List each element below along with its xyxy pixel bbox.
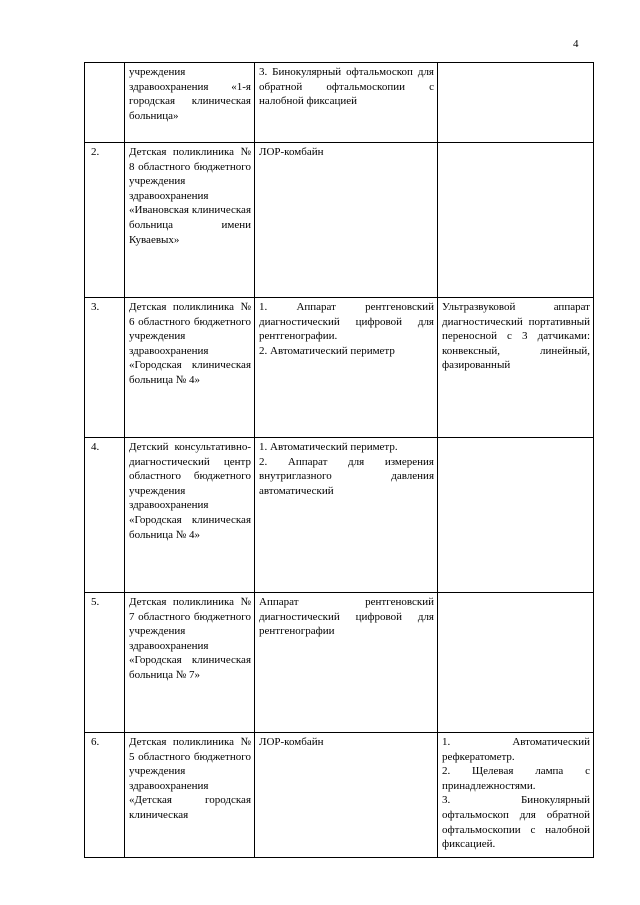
page-number: 4 xyxy=(573,38,579,50)
table-row xyxy=(85,143,594,298)
equipment-extra-cell xyxy=(438,63,594,143)
equipment-item: 2. Щелевая лампа с принадлежностями. xyxy=(442,765,590,792)
equipment-item: 2. Автоматический периметр xyxy=(259,344,395,357)
organization-cell: Детский консультативно-диагностический центр областного бюджетного учреждения здравоохранения «Городская клиническая больница № 4» xyxy=(125,438,255,593)
equipment-cell xyxy=(255,438,438,593)
equipment-item: 1. Автоматический рефкератометр. xyxy=(442,736,590,763)
row-number: 6. xyxy=(85,733,125,858)
table-row xyxy=(85,593,594,733)
table-row xyxy=(85,63,594,143)
organization-cell: Детская поликлиника № 5 областного бюджетного учреждения здравоохранения «Детская городская клиническая xyxy=(125,733,255,858)
equipment-extra-cell xyxy=(438,438,594,593)
equipment-extra-cell xyxy=(438,733,594,858)
row-number xyxy=(85,63,125,143)
equipment-cell: Аппарат рентгеновский диагностический цифровой для рентгенографии xyxy=(255,593,438,733)
organization-cell: Детская поликлиника № 8 областного бюджетного учреждения здравоохранения «Ивановская клиническая больница имени Куваевых» xyxy=(125,143,255,298)
equipment-table xyxy=(84,62,594,858)
equipment-cell: ЛОР-комбайн xyxy=(255,143,438,298)
equipment-item: 2. Аппарат для измерения внутриглазного давления автоматический xyxy=(259,455,434,497)
equipment-item: 1. Автоматический периметр. xyxy=(259,441,398,453)
table-row xyxy=(85,298,594,438)
equipment-extra-cell xyxy=(438,143,594,298)
equipment-cell xyxy=(255,298,438,438)
organization-cell: Детская поликлиника № 7 областного бюджетного учреждения здравоохранения «Городская клиническая больница № 7» xyxy=(125,593,255,733)
equipment-extra-cell xyxy=(438,593,594,733)
row-number: 5. xyxy=(85,593,125,733)
table-row xyxy=(85,733,594,858)
organization-cell: Детская поликлиника № 6 областного бюджетного учреждения здравоохранения «Городская клиническая больница № 4» xyxy=(125,298,255,438)
row-number: 2. xyxy=(85,143,125,298)
row-number: 4. xyxy=(85,438,125,593)
equipment-item: 3. Бинокулярный офтальмоскоп для обратной офтальмоскопии с налобной фиксацией. xyxy=(442,794,590,851)
equipment-item: 1. Аппарат рентгеновский диагностический цифровой для рентгенографии. xyxy=(259,301,434,343)
table-row xyxy=(85,438,594,593)
equipment-cell: ЛОР-комбайн xyxy=(255,733,438,858)
equipment-extra-cell: Ультразвуковой аппарат диагностический портативный переносной с 3 датчиками: конвексный, линейный, фазированный xyxy=(438,298,594,438)
organization-cell: учреждения здравоохранения «1-я городская клиническая больница» xyxy=(125,63,255,143)
equipment-cell: 3. Бинокулярный офтальмоскоп для обратной офтальмоскопии с налобной фиксацией xyxy=(255,63,438,143)
row-number: 3. xyxy=(85,298,125,438)
